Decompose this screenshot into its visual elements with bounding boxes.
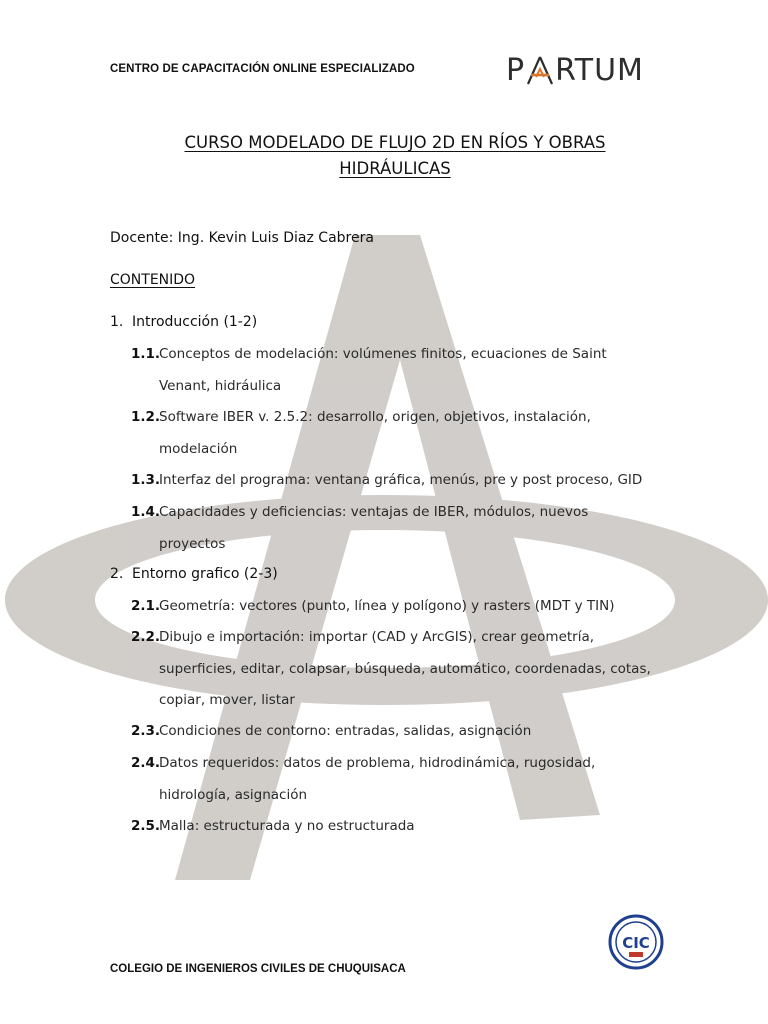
logo-prefix: P	[506, 52, 526, 88]
title-line-1: CURSO MODELADO DE FLUJO 2D EN RÍOS Y OBRAS	[184, 133, 606, 152]
list-item	[131, 622, 651, 717]
logo-a-icon	[526, 55, 554, 85]
list-item	[131, 497, 651, 560]
title-line-2: HIDRÁULICAS	[339, 159, 451, 178]
item-text: Capacidades y deficiencias: ventajas de IBER, módulos, nuevos proyectos	[159, 504, 589, 552]
item-text: Geometría: vectores (punto, línea y polígono) y rasters (MDT y TIN)	[159, 598, 615, 614]
list-item	[131, 465, 651, 497]
seal-initials: CIC	[622, 934, 650, 952]
item-number: 2.2.	[131, 629, 161, 645]
item-number: 1.4.	[131, 504, 161, 520]
footer-organization: COLEGIO DE INGENIEROS CIVILES DE CHUQUISACA	[110, 963, 406, 975]
header-organization: CENTRO DE CAPACITACIÓN ONLINE ESPECIALIZADO	[110, 63, 415, 75]
item-number: 2.1.	[131, 598, 161, 614]
item-text: Conceptos de modelación: volúmenes finitos, ecuaciones de Saint Venant, hidráulica	[159, 346, 607, 394]
list-item	[131, 339, 651, 402]
item-text: Condiciones de contorno: entradas, salidas, asignación	[159, 723, 532, 739]
item-number: 1.3.	[131, 472, 161, 488]
item-text: Interfaz del programa: ventana gráfica, menús, pre y post proceso, GID	[159, 472, 643, 488]
item-number: 2.5.	[131, 818, 161, 834]
section-number: 1.	[110, 314, 124, 330]
list-item	[131, 811, 651, 843]
item-text: Malla: estructurada y no estructurada	[159, 818, 415, 834]
item-number: 1.2.	[131, 409, 161, 425]
section-2	[110, 566, 278, 582]
logo-suffix: RTUM	[555, 52, 644, 88]
contents-heading: CONTENIDO	[110, 272, 196, 288]
item-number: 2.4.	[131, 755, 161, 771]
list-item	[131, 402, 651, 465]
cic-seal-icon	[607, 906, 665, 978]
list-item	[131, 591, 651, 623]
item-number: 2.3.	[131, 723, 161, 739]
item-text: Dibujo e importación: importar (CAD y ArcGIS), crear geometría, superficies, editar, colapsar, búsqueda, automático, coordenadas, cotas, copiar, mover, listar	[159, 629, 651, 708]
section-1	[110, 314, 257, 330]
instructor: Docente: Ing. Kevin Luis Diaz Cabrera	[110, 230, 374, 246]
item-text: Software IBER v. 2.5.2: desarrollo, origen, objetivos, instalación, modelación	[159, 409, 591, 457]
partum-logo	[506, 52, 644, 88]
item-text: Datos requeridos: datos de problema, hidrodinámica, rugosidad, hidrología, asignación	[159, 755, 596, 803]
section-number: 2.	[110, 566, 124, 582]
section-title: Introducción (1-2)	[132, 314, 258, 330]
document-title	[110, 130, 680, 182]
item-number: 1.1.	[131, 346, 161, 362]
list-item	[131, 716, 651, 748]
section-title: Entorno grafico (2-3)	[132, 566, 278, 582]
list-item	[131, 748, 651, 811]
